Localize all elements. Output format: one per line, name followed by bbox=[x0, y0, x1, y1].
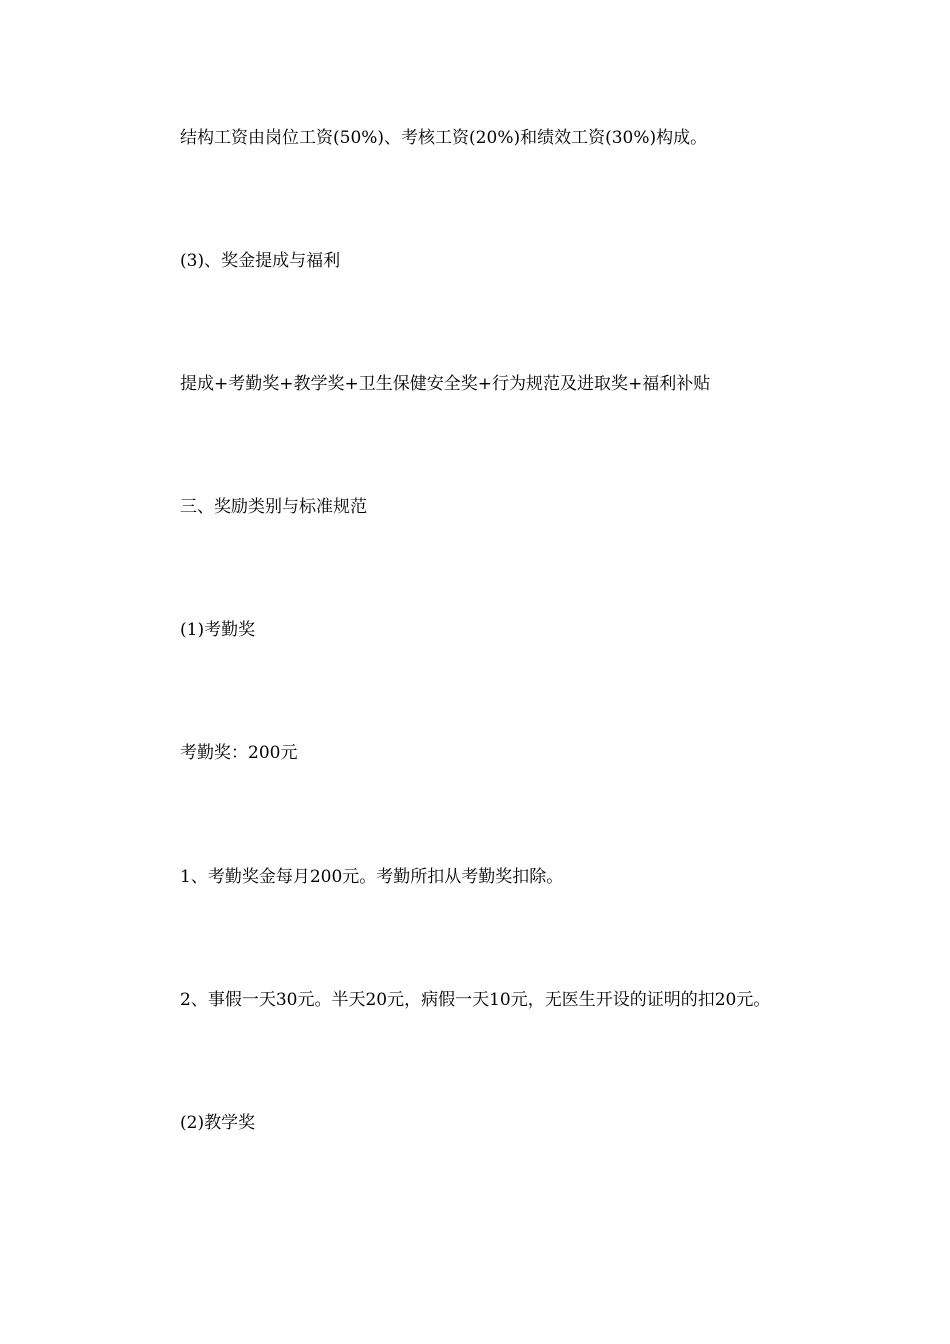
heading-teaching-bonus: (2)教学奖 bbox=[180, 1113, 256, 1133]
paragraph-attendance-rule-2: 2、事假一天30元。半天20元，病假一天10元，无医生开设的证明的扣20元。 bbox=[180, 990, 771, 1010]
paragraph-attendance-rule-1: 1、考勤奖金每月200元。考勤所扣从考勤奖扣除。 bbox=[180, 867, 564, 887]
heading-attendance-bonus: (1)考勤奖 bbox=[180, 620, 256, 640]
heading-bonus-and-benefits: (3)、奖金提成与福利 bbox=[180, 251, 341, 271]
paragraph-attendance-amount: 考勤奖：200元 bbox=[180, 743, 298, 763]
paragraph-bonus-components: 提成+考勤奖+教学奖+卫生保健安全奖+行为规范及进取奖+福利补贴 bbox=[180, 374, 711, 394]
paragraph-salary-structure: 结构工资由岗位工资(50%)、考核工资(20%)和绩效工资(30%)构成。 bbox=[180, 128, 708, 148]
heading-reward-categories: 三、奖励类别与标准规范 bbox=[180, 497, 367, 517]
